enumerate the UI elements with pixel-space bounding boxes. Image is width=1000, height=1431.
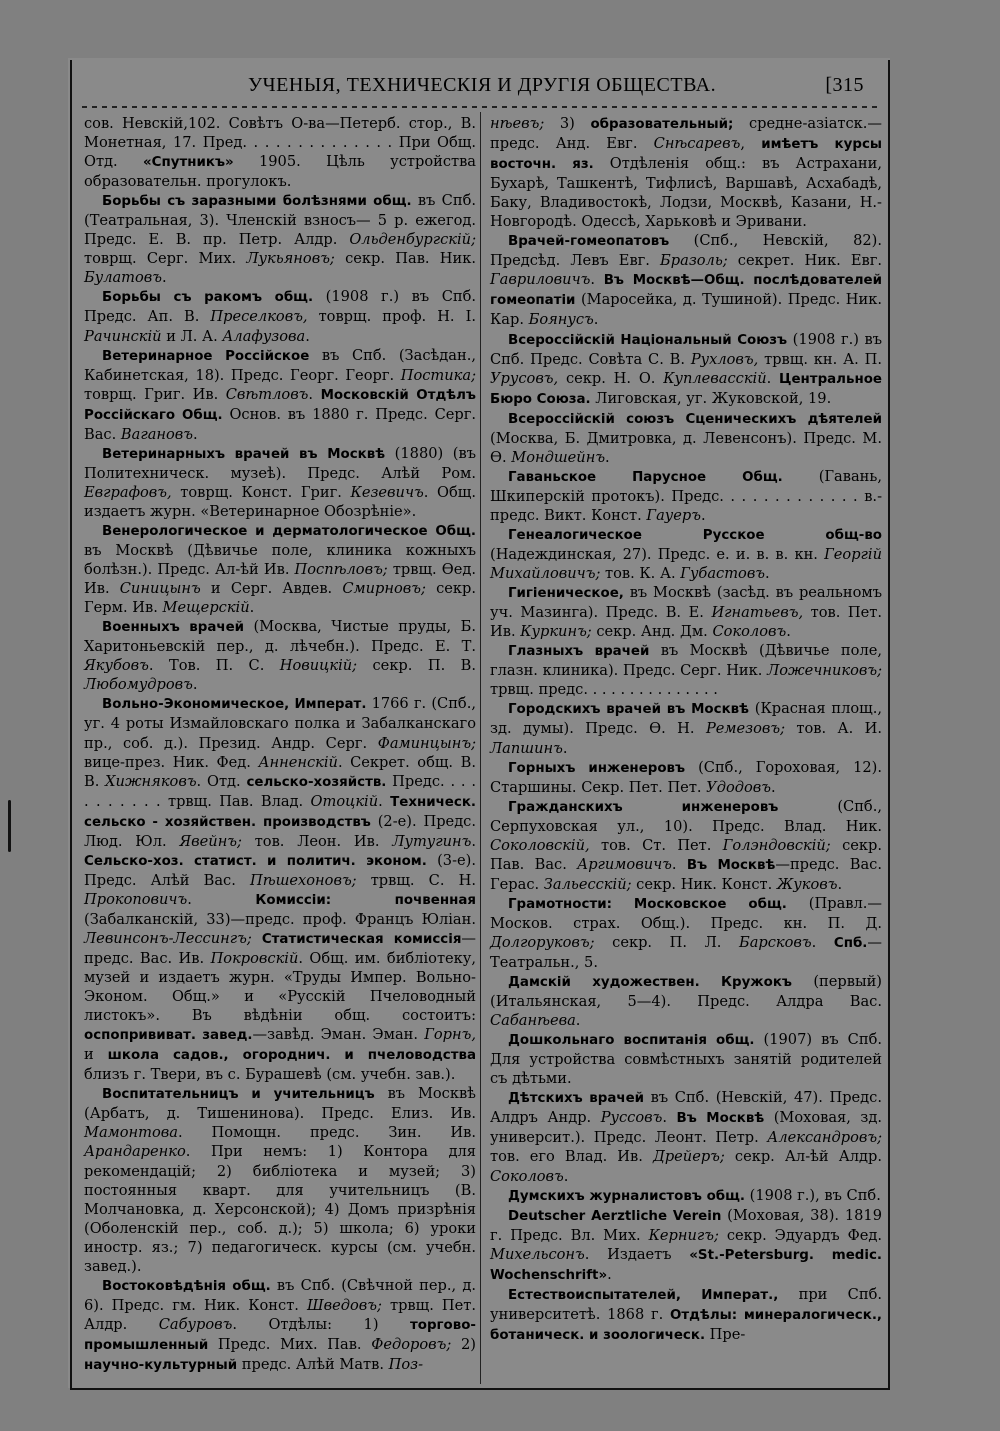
header-title: УЧЕНЫЯ, ТЕХНИЧЕСКІЯ И ДРУГІЯ ОБЩЕСТВА. bbox=[248, 74, 717, 96]
margin-mark bbox=[8, 800, 11, 852]
directory-entry: Гражданскихъ инженеровъ (Спб., Серпуховская ул., 10). Предс. Влад. Ник. Соколовскій, тов. Ст. Пет. Голэндовскій; секр. Пав. Вас. Аргимовичъ. Въ Москвѣ—предс. Вас. Герас. Зальесскій; секр. Ник. Конст. Жуковъ. bbox=[490, 797, 882, 893]
directory-entry: Гигіеническое, въ Москвѣ (засѣд. въ реальномъ уч. Мазинга). Предс. В. Е. Игнатьевъ, тов. Пет. Ив. Куркинъ; секр. Анд. Дм. Соколовъ. bbox=[490, 584, 882, 641]
page-frame-bottom bbox=[70, 1388, 890, 1390]
directory-entry: нѣевъ; 3) образовательный; средне-азіатск.— предс. Анд. Евг. Снѣсаревъ, имѣетъ курсы восточн. яз. Отдѣленія общ.: въ Астрахани, Бухарѣ, Ташкентѣ, Тифлисѣ, Варшавѣ, Асхабадѣ, Баку, Владивостокѣ, Лодзи, Москвѣ, Казани, Н.-Новгородѣ. Одессѣ, Харьковѣ и Эривани. bbox=[490, 115, 883, 231]
directory-entry: Городскихъ врачей въ Москвѣ (Красная площ., зд. думы). Предс. Ѳ. Н. Ремезовъ; тов. А. И. Лапшинъ. bbox=[490, 700, 883, 757]
directory-entry: Борьбы съ ракомъ общ. (1908 г.) въ Спб. Предс. Ап. В. Преселковъ, товрщ. проф. Н. І. Рачинскій и Л. А. Алафузова. bbox=[84, 288, 477, 345]
directory-entry: Горныхъ инженеровъ (Спб., Гороховая, 12). Старшины. Секр. Пет. Пет. Удодовъ. bbox=[490, 758, 882, 796]
directory-entry: Борьбы съ заразными болѣзнями общ. въ Спб. (Театральная, 3). Членскій взносъ— 5 р. ежегод. Предс. Е. В. пр. Петр. Алдр. Ольденбургскій; товрщ. Серг. Мих. Лукьяновъ; секр. Пав. Ник. Булатовъ. bbox=[84, 192, 477, 287]
directory-entry: Венерологическое и дерматологическое Общ. въ Москвѣ (Дѣвичье поле, клиника кожныхъ болѣзн.). Предс. Ал-ѣй Ив. Поспѣловъ; трвщ. Ѳед. Ив. Синицынъ и Серг. Авдев. Смирновъ; секр. Герм. Ив. Мещерскій. bbox=[84, 523, 476, 617]
directory-entry: Всероссійскій Національный Союзъ (1908 г.) въ Спб. Предс. Совѣта С. В. Рухловъ, трвщ. кн. А. П. Урусовъ, секр. Н. О. Куплевасскій. Центральное Бюро Союза. Лиговская, уг. Жуковской, 19. bbox=[490, 330, 882, 407]
directory-entry: Вольно-Экономическое, Императ. 1766 г. (Спб., уг. 4 роты Измайловскаго полка и Забалканскаго пр., соб. д.). Презид. Андр. Серг. Фаминцынъ; вице-през. Ник. Фед. Анненскій. Секрет. общ. В. В. Хижняковъ. Отд. сельско-хозяйств. Предс. . . . . . . . . . . трвщ. Пав. Влад. Отоцкій. Техническ. сельско - хозяйствен. производствъ (2-е). Предс. Люд. Юл. Явейнъ; тов. Леон. Ив. Лутугинъ. Сельско-хоз. статист. и политич. эконом. (3-е). Предс. Алѣй Вас. Пѣшехоновъ; трвщ. С. Н. Прокоповичъ. Комиссіи: почвенная (Забалканскій, 33)—предс. проф. Францъ Юліан. Левинсонъ-Лессингъ; Статистическая комиссія—предс. Вас. Ив. Покровскій. Общ. им. библіотеку, музей и издаетъ журн. «Труды Импер. Вольно-Эконом. Общ.» и «Русскій Пчеловодный листокъ». Въ вѣдѣніи общ. состоитъ: оспопрививат. завед.—завѣд. Эман. Эман. Горнъ, и школа садов., огороднич. и пчеловодства близъ г. Твери, въ с. Бурашевѣ (см. учебн. зав.). bbox=[84, 695, 477, 1084]
directory-entry: Дамскій художествен. Кружокъ (первый) (Итальянская, 5—4). Предс. Алдра Вас. Сабанѣева. bbox=[490, 973, 882, 1030]
column-divider bbox=[480, 112, 481, 1384]
header-rule bbox=[82, 106, 878, 108]
page-number: [315 bbox=[825, 74, 864, 96]
directory-entry: Deutscher Aerztliche Verein (Моховая, 38). 1819 г. Предс. Вл. Мих. Кернигъ; секр. Эдуардъ Фед. Михельсонъ. Издаетъ «St.-Petersburg. medic. Wochenschrift». bbox=[490, 1206, 882, 1283]
page-frame-right bbox=[888, 60, 890, 1390]
directory-entry: Грамотности: Московское общ. (Правл.— Москов. страх. Общ.). Предс. кн. П. Д. Долгоруковъ; секр. П. Л. Барсковъ. Спб.—Театральн., 5. bbox=[490, 894, 882, 972]
running-header bbox=[80, 74, 880, 102]
directory-entry: Глазныхъ врачей въ Москвѣ (Дѣвичье поле, глазн. клиника). Предс. Серг. Ник. Ложечниковъ; трвщ. предс. . . . . . . . . . . . . . . bbox=[490, 642, 882, 699]
directory-entry: сов. Невскій,102. Совѣтъ О-ва—Петерб. стор., В. Монетная, 17. Пред. . . . . . . . . . . . . . При Общ. Отд. «Спутникъ» 1905. Цѣль устройства образовательн. прогулокъ. bbox=[84, 115, 476, 191]
directory-entry: Ветеринарное Россійское въ Спб. (Засѣдан., Кабинетская, 18). Предс. Георг. Георг. Постика; товрщ. Григ. Ив. Свѣтловъ. Московскій Отдѣлъ Россійскаго Общ. Основ. въ 1880 г. Предс. Серг. Вас. Вагановъ. bbox=[84, 346, 476, 443]
directory-entry: Дѣтскихъ врачей въ Спб. (Невскій, 47). Предс. Алдръ Андр. Руссовъ. Въ Москвѣ (Моховая, зд. университ.). Предс. Леонт. Петр. Александровъ; тов. его Влад. Ив. Дрейеръ; секр. Ал-ѣй Алдр. Соколовъ. bbox=[490, 1089, 882, 1185]
directory-entry: Врачей-гомеопатовъ (Спб., Невскій, 82). Предсѣд. Левъ Евг. Бразоль; секрет. Ник. Евг. Гавриловичъ. Въ Москвѣ—Общ. послѣдователей гомеопатіи (Маросейка, д. Тушиной). Предс. Ник. Кар. Боянусъ. bbox=[490, 232, 882, 329]
directory-entry: Генеалогическое Русское общ-во (Надеждинская, 27). Предс. е. и. в. в. кн. Георгій Михайловичъ; тов. К. А. Губастовъ. bbox=[490, 527, 882, 583]
right-column bbox=[490, 114, 882, 1345]
directory-entry: Воспитательницъ и учительницъ въ Москвѣ (Арбатъ, д. Тишенинова). Предс. Елиз. Ив. Мамонтова. Помощн. предс. Зин. Ив. Арандаренко. При немъ: 1) Контора для рекомендацій; 2) библіотека и музей; 3) постоянныя кварт. для учительницъ (В. Молчановка, д. Херсонской); 4) Домъ призрѣнія (Оболенскій пер., соб. д.); 5) школа; 6) уроки иностр. яз.; 7) педагогическ. курсы (см. учебн. завед.). bbox=[84, 1085, 476, 1275]
page-frame-left bbox=[70, 60, 72, 1390]
directory-entry: Военныхъ врачей (Москва, Чистые пруды, Б. Харитоньевскій пер., д. лѣчебн.). Предс. Е. Т. Якубовъ. Тов. П. С. Новицкій; секр. П. В. Любомудровъ. bbox=[84, 618, 477, 694]
directory-entry: Ветеринарныхъ врачей въ Москвѣ (1880) (въ Политехническ. музеѣ). Предс. Алѣй Ром. Евграфовъ, товрщ. Конст. Григ. Кезевичъ. Общ. издаетъ журн. «Ветеринарное Обозрѣніе». bbox=[84, 444, 477, 520]
directory-entry: Естествоиспытателей, Императ., при Спб. университетѣ. 1868 г. Отдѣлы: минералогическ., ботаническ. и зоологическ. Пре- bbox=[490, 1285, 883, 1343]
directory-entry: Дошкольнаго воспитанія общ. (1907) въ Спб. Для устройства совмѣстныхъ занятій родителей съ дѣтьми. bbox=[490, 1031, 883, 1088]
directory-entry: Всероссійскій союзъ Сценическихъ дѣятелей (Москва, Б. Дмитровка, д. Левенсонъ). Предс. М. Ѳ. Мондшейнъ. bbox=[490, 411, 882, 466]
directory-entry: Гаваньское Парусное Общ. (Гавань, Шкиперскій протокъ). Предс. . . . . . . . . . . . . в.-предс. Викт. Конст. Гауеръ. bbox=[490, 467, 882, 524]
directory-entry: Востоковѣдѣнія общ. въ Спб. (Свѣчной пер., д. 6). Предс. гм. Ник. Конст. Шведовъ; трвщ. Пет. Алдр. Сабуровъ. Отдѣлы: 1) торгово-промышленный Предс. Мих. Пав. Федоровъ; 2) научно-культурный предс. Алѣй Матв. Поз- bbox=[84, 1276, 476, 1373]
directory-entry: Думскихъ журналистовъ общ. (1908 г.), въ Спб. bbox=[508, 1186, 881, 1204]
left-column bbox=[84, 114, 476, 1375]
